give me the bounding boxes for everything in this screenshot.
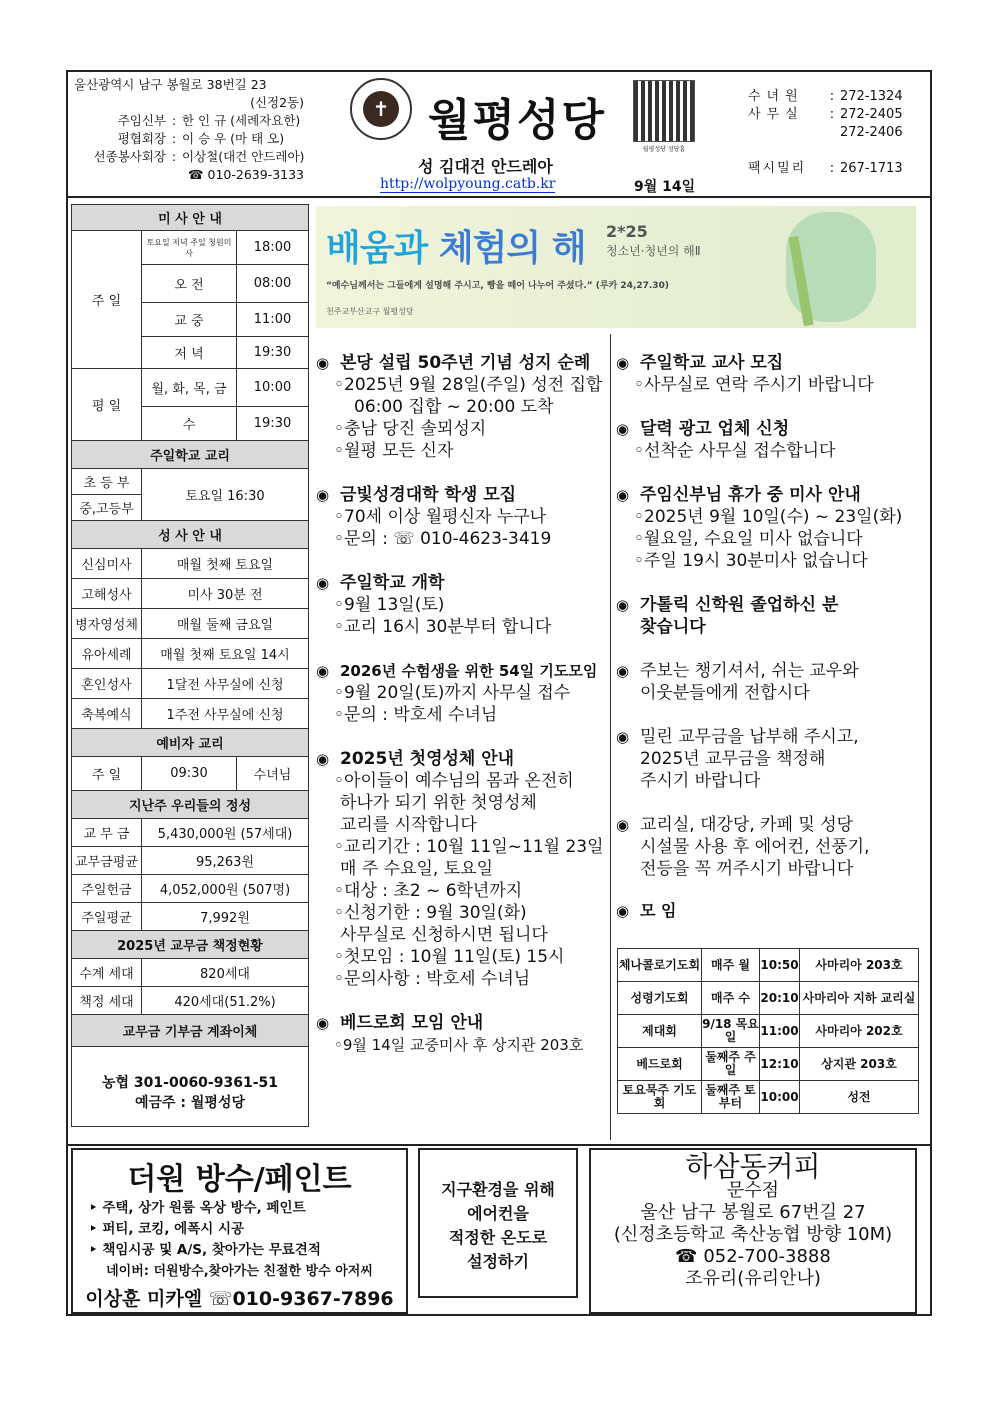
- meeting-time: 11:00: [760, 1015, 800, 1048]
- bullet-icon: ◉: [316, 662, 330, 680]
- bullet-icon: ◉: [616, 486, 630, 504]
- banner-orgs: 천주교부산교구 월평성당: [326, 307, 414, 316]
- mass-name: 토요일 저녁 주일 청원미사: [142, 231, 237, 265]
- bulletin-date: 9월 14일: [634, 179, 696, 195]
- column-divider: [610, 334, 611, 1140]
- notice-line: ◦9월 20일(토)까지 사무실 접수: [334, 683, 571, 703]
- notice-line: ◦신청기한 : 9월 30일(화): [334, 903, 527, 923]
- banner-title-b: 체험의 해: [438, 228, 586, 269]
- notice-line: 이웃분들에게 전합시다: [640, 683, 810, 703]
- sacrament-when: 매월 첫째 토요일 14시: [142, 639, 309, 669]
- sacrament-when: 1주전 사무실에 신청: [142, 699, 309, 729]
- status-value: 820세대: [142, 959, 309, 987]
- meeting-place: 상지관 203호: [800, 1048, 919, 1081]
- contact-value: 272-2406: [840, 125, 903, 140]
- ad-paint-naver: 네이버: 더원방수,찾아가는 친절한 방수 아저씨: [106, 1264, 373, 1279]
- address: 울산광역시 남구 봉월로 38번길 23: [74, 77, 267, 92]
- meetings-table: [617, 948, 919, 1114]
- ad-divider: [68, 1144, 930, 1146]
- ad-paint-contact: 이상훈 미카엘 ☏010-9367-7896: [85, 1288, 394, 1310]
- header-divider: [68, 196, 930, 198]
- notice-line: ◦월요일, 수요일 미사 없습니다: [634, 529, 863, 549]
- offering-name: 주일평균: [72, 903, 142, 931]
- notice-line: ◦2025년 9월 28일(주일) 성전 집합: [334, 375, 603, 395]
- status-name: 수계 세대: [72, 959, 142, 987]
- cross-icon: ✝: [363, 91, 399, 127]
- contact-list: 수녀원 : 272-1324 사무실 : 272-2405 272-2406 팩시밀리 : 267-1713: [748, 89, 903, 176]
- eco-line: 설정하기: [467, 1252, 529, 1271]
- catechumen-time: 09:30: [142, 757, 237, 791]
- contact-value: 272-2405: [840, 107, 903, 122]
- notice-title: 2025년 첫영성체 안내: [340, 749, 515, 769]
- notice-title: 베드로회 모임 안내: [340, 1013, 484, 1033]
- church-logo: [350, 78, 412, 140]
- notice-line: ◦교리 16시 30분부터 합니다: [334, 617, 552, 637]
- year-theme-banner: [316, 206, 916, 328]
- sunday-label: 주 일: [72, 231, 142, 369]
- bullet-icon: ◉: [316, 1014, 330, 1032]
- meeting-when: 둘째주 주일: [702, 1048, 760, 1081]
- sacrament-when: 매월 첫째 토요일: [142, 549, 309, 579]
- sacrament-when: 매월 둘째 금요일: [142, 609, 309, 639]
- ad-paint-line: ‣ 책임시공 및 A/S, 찾아가는 무료견적: [89, 1242, 321, 1258]
- contact-value: 272-1324: [840, 89, 903, 104]
- account-holder: 예금주 : 월평성당: [134, 1094, 245, 1111]
- mass-name: 오 전: [142, 265, 237, 303]
- status-value: 420세대(51.2%): [142, 987, 309, 1015]
- notice-line: ◦9월 14일 교중미사 후 상지관 203호: [334, 1036, 584, 1054]
- ad-coffee-phone: ☎ 052-700-3888: [675, 1246, 831, 1267]
- notice-line: ◦아이들이 예수님의 몸과 온전히: [334, 771, 574, 791]
- school-grade: 초 등 부: [72, 469, 142, 495]
- staff-name: 이상철(대건 안드레아): [182, 149, 305, 164]
- bullet-icon: ◉: [616, 902, 630, 920]
- sunday-school-title: 주일학교 교리: [72, 441, 309, 469]
- meeting-when: 둘째주 토부터: [702, 1081, 760, 1114]
- school-grade: 중,고등부: [72, 495, 142, 521]
- mass-time: 18:00: [237, 231, 309, 265]
- banner-subtitle: 청소년·청년의 해Ⅱ: [606, 244, 701, 258]
- account-title: 교무금 기부금 계좌이체: [72, 1015, 309, 1047]
- notice-item: [616, 484, 926, 572]
- mass-title: 미 사 안 내: [72, 205, 309, 231]
- contact-key: 수녀원: [748, 89, 804, 104]
- notice-title: 밀린 교무금을 납부해 주시고,: [640, 727, 859, 747]
- ad-coffee-branch: 문수점: [726, 1180, 780, 1201]
- staff-name: 이 승 우 (마 태 오): [182, 131, 285, 146]
- staff-name: 한 인 규 (세례자요한): [182, 113, 301, 128]
- notice-line: ◦문의 : ☏ 010-4623-3419: [334, 529, 552, 549]
- meeting-name: 제대회: [618, 1015, 702, 1048]
- notice-line: 06:00 집합 ~ 20:00 도착: [354, 397, 554, 417]
- ad-coffee-title: 하삼동커피: [685, 1150, 821, 1183]
- offering-value: 4,052,000원 (507명): [142, 875, 309, 903]
- bulletin-frame: [66, 70, 932, 1316]
- notice-line: 하나가 되기 위한 첫영성체: [340, 793, 537, 813]
- sacrament-name: 신심미사: [72, 549, 142, 579]
- ad-paint-title: 더원 방수/페인트: [127, 1162, 352, 1197]
- info-table: [71, 204, 309, 1127]
- sacrament-name: 유아세례: [72, 639, 142, 669]
- notice-line: ◦월평 모든 신자: [334, 441, 454, 461]
- contact-key: [748, 124, 824, 142]
- notice-item: [316, 1012, 606, 1056]
- mass-name: 월, 화, 목, 금: [142, 369, 237, 407]
- sacrament-title: 성 사 안 내: [72, 521, 309, 549]
- notice-line: 주시기 바랍니다: [640, 771, 761, 791]
- notice-title: 금빛성경대학 학생 모집: [340, 485, 517, 505]
- bullet-icon: ◉: [316, 486, 330, 504]
- notice-item: [616, 660, 926, 704]
- sacrament-when: 1달전 사무실에 신청: [142, 669, 309, 699]
- notice-title: 주일학교 교사 모집: [640, 353, 784, 373]
- staff-phone: ☎ 010-2639-3133: [187, 167, 304, 182]
- meeting-place: 사마리아 202호: [800, 1015, 919, 1048]
- qr-caption: 월평성당 성당홈: [642, 146, 686, 153]
- ad-coffee-owner: 조유리(유리안나): [685, 1268, 821, 1289]
- mass-time: 08:00: [237, 265, 309, 303]
- church-title: 월평성당: [428, 95, 607, 146]
- sacrament-name: 축복예식: [72, 699, 142, 729]
- offering-title: 지난주 우리들의 정성: [72, 791, 309, 819]
- notice-title: 가톨릭 신학원 졸업하신 분: [640, 595, 839, 615]
- meeting-place: 사마리아 지하 교리실: [800, 982, 919, 1015]
- status-title: 2025년 교무금 책정현황: [72, 931, 309, 959]
- meeting-time: 10:00: [760, 1081, 800, 1114]
- meeting-name: 토요묵주 기도회: [618, 1081, 702, 1114]
- notice-line: 2025년 교무금을 책정해: [640, 749, 826, 769]
- notice-item: [616, 418, 926, 462]
- notice-line: 사무실로 신청하시면 됩니다: [340, 925, 548, 945]
- mass-time: 11:00: [237, 303, 309, 337]
- ad-eco: [418, 1148, 578, 1298]
- meeting-name: 베드로회: [618, 1048, 702, 1081]
- notice-item: [616, 352, 926, 396]
- contact-key: 팩시밀리: [748, 161, 807, 176]
- notice-line: ◦2025년 9월 10일(수) ~ 23일(화): [634, 507, 903, 527]
- notices-left: [316, 352, 606, 1070]
- offering-name: 교 무 금: [72, 819, 142, 847]
- mass-time: 19:30: [237, 407, 309, 441]
- eco-line: 지구환경을 위해: [441, 1180, 555, 1199]
- meetings-title: 모 임: [640, 901, 677, 920]
- mass-name: 수: [142, 407, 237, 441]
- notice-line: 교리를 시작합니다: [340, 815, 477, 835]
- bullet-icon: ◉: [616, 596, 630, 614]
- staff-role: 선종봉사회장: [93, 149, 166, 164]
- notice-line: 전등을 꼭 꺼주시기 바랍니다: [640, 859, 854, 879]
- meeting-place: 성전: [800, 1081, 919, 1114]
- mass-time: 10:00: [237, 369, 309, 407]
- notice-line: ◦선착순 사무실 접수합니다: [634, 441, 836, 461]
- ad-coffee-detail: (신정초등학교 축산농협 방향 10M): [613, 1224, 893, 1245]
- notice-item: [316, 484, 606, 550]
- notice-line: ◦주일 19시 30분미사 없습니다: [634, 551, 868, 571]
- meeting-when: 매주 수: [702, 982, 760, 1015]
- meeting-when: 매주 월: [702, 949, 760, 982]
- bullet-icon: ◉: [616, 662, 630, 680]
- contact-key: 사무실: [748, 107, 804, 122]
- notice-item: [316, 748, 606, 990]
- bullet-icon: ◉: [616, 728, 630, 746]
- offering-value: 5,430,000원 (57세대): [142, 819, 309, 847]
- meeting-place: 사마리아 203호: [800, 949, 919, 982]
- sacrament-name: 혼인성사: [72, 669, 142, 699]
- meeting-name: 성령기도회: [618, 982, 702, 1015]
- notice-line: 찾습니다: [640, 617, 706, 637]
- school-time: 토요일 16:30: [142, 469, 309, 521]
- notice-line: ◦충남 당진 솔뫼성지: [334, 419, 487, 439]
- notice-title: 달력 광고 업체 신청: [640, 419, 790, 439]
- bullet-icon: ◉: [616, 420, 630, 438]
- notice-title: 교리실, 대강당, 카페 및 성당: [640, 815, 854, 835]
- banner-year: 2*25: [606, 222, 648, 241]
- notice-line: ◦첫모임 : 10월 11일(토) 15시: [334, 947, 565, 967]
- banner-quote: “예수님께서는 그들에게 설명해 주시고, 빵을 떼어 나누어 주셨다.” (루카 24,27.30): [326, 281, 669, 291]
- notice-title: 주임신부님 휴가 중 미사 안내: [640, 485, 861, 505]
- offering-value: 95,263원: [142, 847, 309, 875]
- notice-line: 시설물 사용 후 에어컨, 선풍기,: [640, 837, 870, 857]
- notice-item: [616, 814, 926, 880]
- bullet-icon: ◉: [316, 354, 330, 372]
- eco-line: 적정한 온도로: [448, 1228, 548, 1247]
- bullet-icon: ◉: [616, 816, 630, 834]
- status-name: 책정 세대: [72, 987, 142, 1015]
- meeting-name: 체나콜로기도회: [618, 949, 702, 982]
- notice-line: ◦대상 : 초2 ~ 6학년까지: [334, 881, 523, 901]
- catechumen-day: 주 일: [72, 757, 142, 791]
- notice-item: [616, 726, 926, 792]
- mass-name: 교 중: [142, 303, 237, 337]
- notice-item: [316, 660, 606, 726]
- notice-item: [316, 572, 606, 638]
- catechumen-title: 예비자 교리: [72, 729, 309, 757]
- account-number: 농협 301-0060-9361-51: [102, 1074, 278, 1091]
- offering-value: 7,992원: [142, 903, 309, 931]
- meeting-time: 10:50: [760, 949, 800, 982]
- notice-line: ◦문의사항 : 박호세 수녀님: [334, 969, 531, 989]
- notices-right: [616, 352, 926, 922]
- notice-title: 주일학교 개학: [340, 573, 445, 593]
- catechumen-teacher: 수녀님: [237, 757, 309, 791]
- ad-coffee-address: 울산 남구 봉월로 67번길 27: [640, 1202, 866, 1223]
- eco-line: 에어컨을: [467, 1204, 529, 1223]
- ad-coffee: [589, 1148, 917, 1314]
- district: (신정2동): [250, 95, 304, 110]
- notice-line: ◦9월 13일(토): [334, 595, 445, 615]
- sacrament-when: 미사 30분 전: [142, 579, 309, 609]
- notice-item: [616, 594, 926, 638]
- weekday-label: 평 일: [72, 369, 142, 441]
- banner-title-a: 배움과: [326, 228, 439, 269]
- notice-item: [316, 352, 606, 462]
- notice-line: ◦문의 : 박호세 수녀님: [334, 705, 498, 725]
- sacrament-name: 병자영성체: [72, 609, 142, 639]
- notice-line: ◦70세 이상 월평신자 누구나: [334, 507, 547, 527]
- notice-title: 주보는 챙기셔서, 쉬는 교우와: [640, 661, 859, 681]
- notice-line: ◦교리기간 : 10월 11일~11월 23일: [334, 837, 604, 857]
- bullet-icon: ◉: [316, 574, 330, 592]
- offering-name: 주일헌금: [72, 875, 142, 903]
- website-link[interactable]: http://wolpyoung.catb.kr: [380, 176, 556, 192]
- notice-line: ◦사무실로 연락 주시기 바랍니다: [634, 375, 874, 395]
- meeting-time: 20:10: [760, 982, 800, 1015]
- qr-code-icon[interactable]: [633, 80, 695, 142]
- meeting-when: 9/18 목요일: [702, 1015, 760, 1048]
- offering-name: 교무금평균: [72, 847, 142, 875]
- notice-title: 본당 설립 50주년 기념 성지 순례: [340, 353, 591, 373]
- meeting-time: 12:10: [760, 1048, 800, 1081]
- mass-name: 저 녁: [142, 337, 237, 369]
- header-info: 울산광역시 남구 봉월로 38번길 23 (신정2동) 주임신부 : 한 인 규 (세례자요한) 평협회장 : 이 승 우 (마 태 오) 선종봉사회장 : 이상철(대건 안드레아) ☎ 010-2639-3133: [74, 76, 314, 184]
- ad-paint: [71, 1148, 408, 1314]
- bullet-icon: ◉: [316, 750, 330, 768]
- patron-saint: 성 김대건 안드레아: [418, 157, 553, 176]
- staff-role: 평협회장: [117, 131, 166, 146]
- mass-time: 19:30: [237, 337, 309, 369]
- notice-title: 2026년 수험생을 위한 54일 기도모임: [340, 662, 598, 680]
- contact-value: 267-1713: [840, 161, 903, 176]
- bullet-icon: ◉: [616, 354, 630, 372]
- notice-line: 매 주 수요일, 토요일: [340, 859, 493, 879]
- ad-paint-line: ‣ 주택, 상가 원룸 옥상 방수, 페인트: [89, 1200, 306, 1216]
- sacrament-name: 고해성사: [72, 579, 142, 609]
- ad-paint-line: ‣ 퍼티, 코킹, 에폭시 시공: [89, 1221, 245, 1237]
- staff-role: 주임신부: [117, 113, 166, 128]
